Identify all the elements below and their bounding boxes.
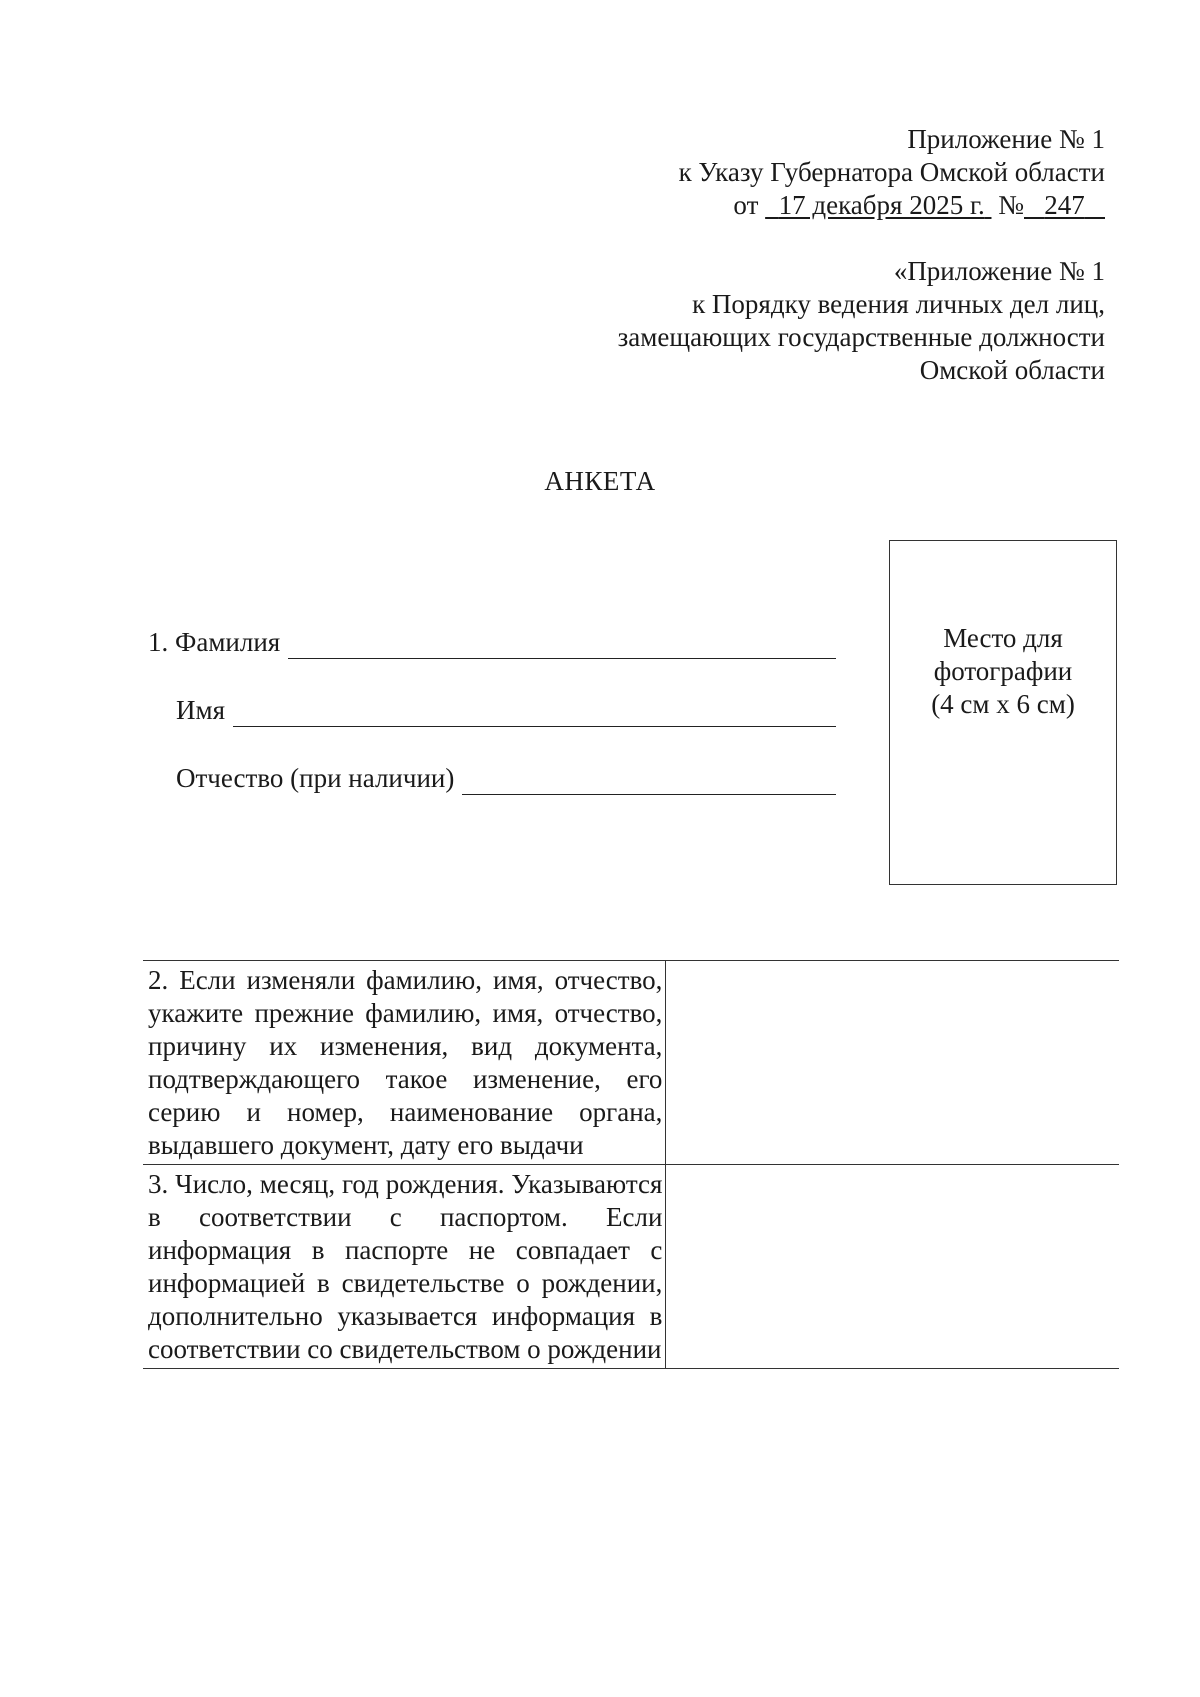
answer-cell[interactable]: [666, 1165, 1119, 1369]
patronymic-label: Отчество (при наличии): [176, 763, 455, 793]
patronymic-input-line[interactable]: [462, 768, 836, 795]
surname-field: [148, 626, 836, 659]
decree-date: 17 декабря 2025 г.: [778, 190, 985, 220]
document-title: АНКЕТА: [544, 466, 656, 496]
name-field: [176, 694, 836, 727]
name-input-line[interactable]: [233, 700, 836, 727]
patronymic-field: [176, 762, 836, 795]
photo-caption: Место для фотографии (4 см х 6 см): [931, 623, 1075, 719]
appendix-number: Приложение № 1: [907, 124, 1105, 154]
surname-input-line[interactable]: [288, 632, 836, 659]
name-label: Имя: [176, 695, 226, 725]
table-row: [143, 1165, 1119, 1369]
questionnaire-table: [143, 960, 1119, 1369]
surname-label: 1. Фамилия: [148, 627, 281, 657]
decree-appendix-header: [679, 123, 1105, 222]
order-region: Омской области: [919, 355, 1105, 385]
question-cell: 2. Если изменяли фамилию, имя, отчество, укажите прежние фамилию, имя, отчество, причину их изменения, вид документа, подтверждающего такое изменение, его серию и номер, наименование органа, выдавшего документ, дату его выдачи: [143, 961, 666, 1165]
date-prefix: от: [733, 190, 759, 220]
decree-date-line: [679, 189, 1105, 222]
order-appendix-number: «Приложение № 1: [893, 256, 1105, 286]
question-cell: 3. Число, месяц, год рождения. Указываются в соответствии с паспортом. Если информация в паспорте не совпадает с информацией в свидетельстве о рождении, дополнительно указывается информация в соответствии со свидетельством о рождении: [143, 1165, 666, 1369]
number-label: №: [998, 190, 1024, 220]
answer-cell[interactable]: [666, 961, 1119, 1165]
decree-number: 247: [1044, 190, 1085, 220]
order-reference-cont: замещающих государственные должности: [617, 322, 1105, 352]
table-row: [143, 961, 1119, 1165]
photo-placeholder: [889, 540, 1117, 885]
decree-reference: к Указу Губернатора Омской области: [678, 157, 1105, 187]
order-appendix-header: [618, 255, 1105, 387]
order-reference: к Порядку ведения личных дел лиц,: [692, 289, 1105, 319]
